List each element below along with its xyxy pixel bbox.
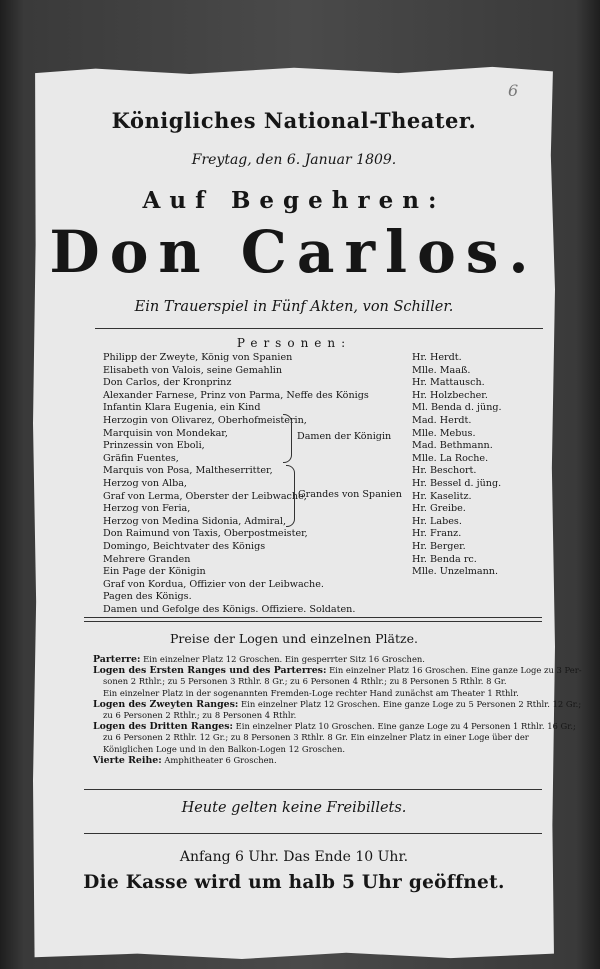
cast-actor: Mlle. La Roche. — [412, 452, 489, 464]
price-detail: Königlichen Loge und in den Balkon-Logen 12 Groschen. — [103, 743, 346, 754]
price-line — [93, 688, 538, 699]
cast-row — [103, 352, 523, 365]
cast-row — [103, 402, 523, 415]
prices-heading: Preise der Logen und einzelnen Plätze. — [170, 631, 418, 646]
cast-actor: Mlle. Unzelmann. — [412, 566, 499, 578]
group-label-grandees: Grandes von Spanien — [298, 489, 402, 500]
cast-actor: Hr. Berger. — [412, 540, 466, 552]
cast-list — [103, 352, 523, 616]
price-line — [93, 710, 538, 721]
price-line — [93, 732, 538, 743]
by-request-line: Auf Begehren: — [142, 187, 446, 214]
cast-role: Herzog von Alba, — [103, 477, 187, 489]
price-line — [93, 755, 538, 766]
price-detail: Ein einzelner Platz 12 Groschen. Eine ganze Loge zu 5 Personen 2 Rthlr. 12 Gr.; — [238, 698, 582, 709]
price-category: Parterre: — [93, 654, 141, 665]
cast-role: Marquisin von Mondekar, — [103, 427, 228, 439]
price-list — [93, 654, 582, 766]
cast-row — [103, 465, 523, 478]
cast-role: Damen und Gefolge des Königs. Offiziere. Soldaten. — [103, 603, 356, 615]
price-detail: Ein einzelner Platz 16 Groschen. Eine ganze Loge zu 3 Per- — [326, 665, 582, 676]
cast-role: Infantin Klara Eugenia, ein Kind — [103, 402, 261, 414]
price-detail: Ein einzelner Platz in der sogenannten Fremden-Loge rechter Hand zunächst am Theater 1 Rthlr. — [103, 687, 519, 698]
price-line — [93, 721, 576, 733]
cast-actor: Hr. Kaselitz. — [412, 490, 472, 502]
cast-row — [103, 377, 523, 390]
cast-role: Graf von Lerma, Oberster der Leibwache, — [103, 490, 307, 502]
price-detail: sonen 2 Rthlr.; zu 5 Personen 3 Rthlr. 8 Gr.; zu 6 Personen 4 Rthlr.; zu 8 Personen 5 Rthlr. 8 Gr. — [103, 676, 507, 687]
price-line — [93, 654, 538, 665]
price-detail: Ein einzelner Platz 12 Groschen. Ein gesperrter Sitz 16 Groschen. — [140, 654, 425, 664]
corner-page-number: 6 — [508, 81, 519, 100]
play-subtitle: Ein Trauerspiel in Fünf Akten, von Schiller. — [134, 299, 454, 315]
price-line — [93, 665, 582, 677]
price-line — [93, 698, 582, 710]
cast-actor: Hr. Franz. — [412, 528, 462, 540]
cast-role: Herzog von Feria, — [103, 503, 191, 515]
cast-row — [103, 554, 523, 567]
cast-row — [103, 390, 523, 403]
cast-row — [103, 604, 523, 617]
cast-row — [103, 566, 523, 579]
price-line — [93, 744, 538, 755]
cast-actor: Ml. Benda d. jüng. — [412, 402, 502, 414]
cast-row — [103, 503, 523, 516]
cast-row — [103, 440, 523, 453]
price-detail: zu 6 Personen 2 Rthlr.; zu 8 Personen 4 Rthlr. — [103, 710, 297, 721]
performance-date: Freytag, den 6. Januar 1809. — [191, 152, 397, 168]
divider-double — [84, 617, 542, 622]
cast-actor: Hr. Mattausch. — [412, 377, 485, 389]
cast-actor: Hr. Benda rc. — [412, 553, 477, 565]
cast-actor: Mlle. Maaß. — [412, 364, 471, 376]
cast-role: Domingo, Beichtvater des Königs — [103, 540, 266, 552]
cast-role: Ein Page der Königin — [103, 566, 206, 578]
cast-role: Don Carlos, der Kronprinz — [103, 377, 232, 389]
cast-role: Prinzessin von Eboli, — [103, 440, 205, 452]
price-category: Logen des Dritten Ranges: — [93, 721, 233, 733]
cast-row — [103, 516, 523, 529]
play-title: Don Carlos. — [49, 218, 539, 286]
cast-actor: Hr. Beschort. — [412, 465, 477, 477]
cast-actor: Hr. Bessel d. jüng. — [412, 477, 502, 489]
grandees-brace — [286, 465, 295, 527]
cast-row — [103, 528, 523, 541]
cast-actor: Hr. Herdt. — [412, 352, 462, 363]
cast-actor: Hr. Greibe. — [412, 503, 466, 515]
cast-role: Gräfin Fuentes, — [103, 452, 179, 464]
cast-role: Mehrere Granden — [103, 553, 191, 565]
group-label-ladies: Damen der Königin — [297, 431, 392, 442]
cast-row — [103, 365, 523, 378]
theatre-name: Königliches National-Theater. — [111, 108, 477, 133]
price-detail: Ein einzelner Platz 10 Groschen. Eine ganze Loge zu 4 Personen 1 Rthlr. 16 Gr.; — [233, 721, 576, 732]
cast-row — [103, 453, 523, 466]
price-line — [93, 676, 538, 687]
price-detail: zu 6 Personen 2 Rthlr. 12 Gr.; zu 8 Personen 3 Rthlr. 8 Gr. Ein einzelner Platz in einer Loge über der — [103, 732, 529, 743]
cast-role: Herzog von Medina Sidonia, Admiral, — [103, 515, 287, 527]
divider — [84, 789, 542, 790]
cast-actor: Mad. Herdt. — [412, 414, 472, 426]
cast-actor: Mlle. Mebus. — [412, 427, 476, 439]
cast-row — [103, 591, 523, 604]
free-ticket-notice: Heute gelten keine Freibillets. — [181, 800, 407, 816]
cast-role: Elisabeth von Valois, seine Gemahlin — [103, 364, 283, 376]
cast-row — [103, 579, 523, 592]
ladies-brace — [283, 414, 292, 463]
cast-row — [103, 415, 523, 428]
box-office-opening: Die Kasse wird um halb 5 Uhr geöffnet. — [83, 872, 505, 893]
cast-role: Philipp der Zweyte, König von Spanien — [103, 352, 293, 363]
price-category: Logen des Zweyten Ranges: — [93, 698, 239, 710]
price-category: Logen des Ersten Ranges und des Parterres: — [93, 665, 327, 677]
cast-role: Don Raimund von Taxis, Oberpostmeister, — [103, 528, 308, 540]
cast-role: Pagen des Königs. — [103, 591, 192, 603]
cast-heading: Personen: — [236, 336, 352, 350]
price-detail: Amphitheater 6 Groschen. — [161, 754, 277, 765]
price-category: Vierte Reihe: — [93, 754, 162, 766]
cast-actor: Hr. Labes. — [412, 515, 462, 527]
cast-role: Marquis von Posa, Maltheserritter, — [103, 465, 273, 477]
cast-actor: Mad. Bethmann. — [412, 440, 493, 452]
cast-actor: Hr. Holzbecher. — [412, 389, 488, 401]
start-end-times: Anfang 6 Uhr. Das Ende 10 Uhr. — [179, 849, 409, 865]
cast-row — [103, 541, 523, 554]
cast-role: Herzogin von Olivarez, Oberhofmeisterin, — [103, 414, 307, 426]
divider — [95, 328, 543, 329]
cast-role: Alexander Farnese, Prinz von Parma, Neffe des Königs — [103, 389, 369, 401]
cast-role: Graf von Kordua, Offizier von der Leibwache. — [103, 578, 324, 590]
divider — [84, 833, 542, 834]
